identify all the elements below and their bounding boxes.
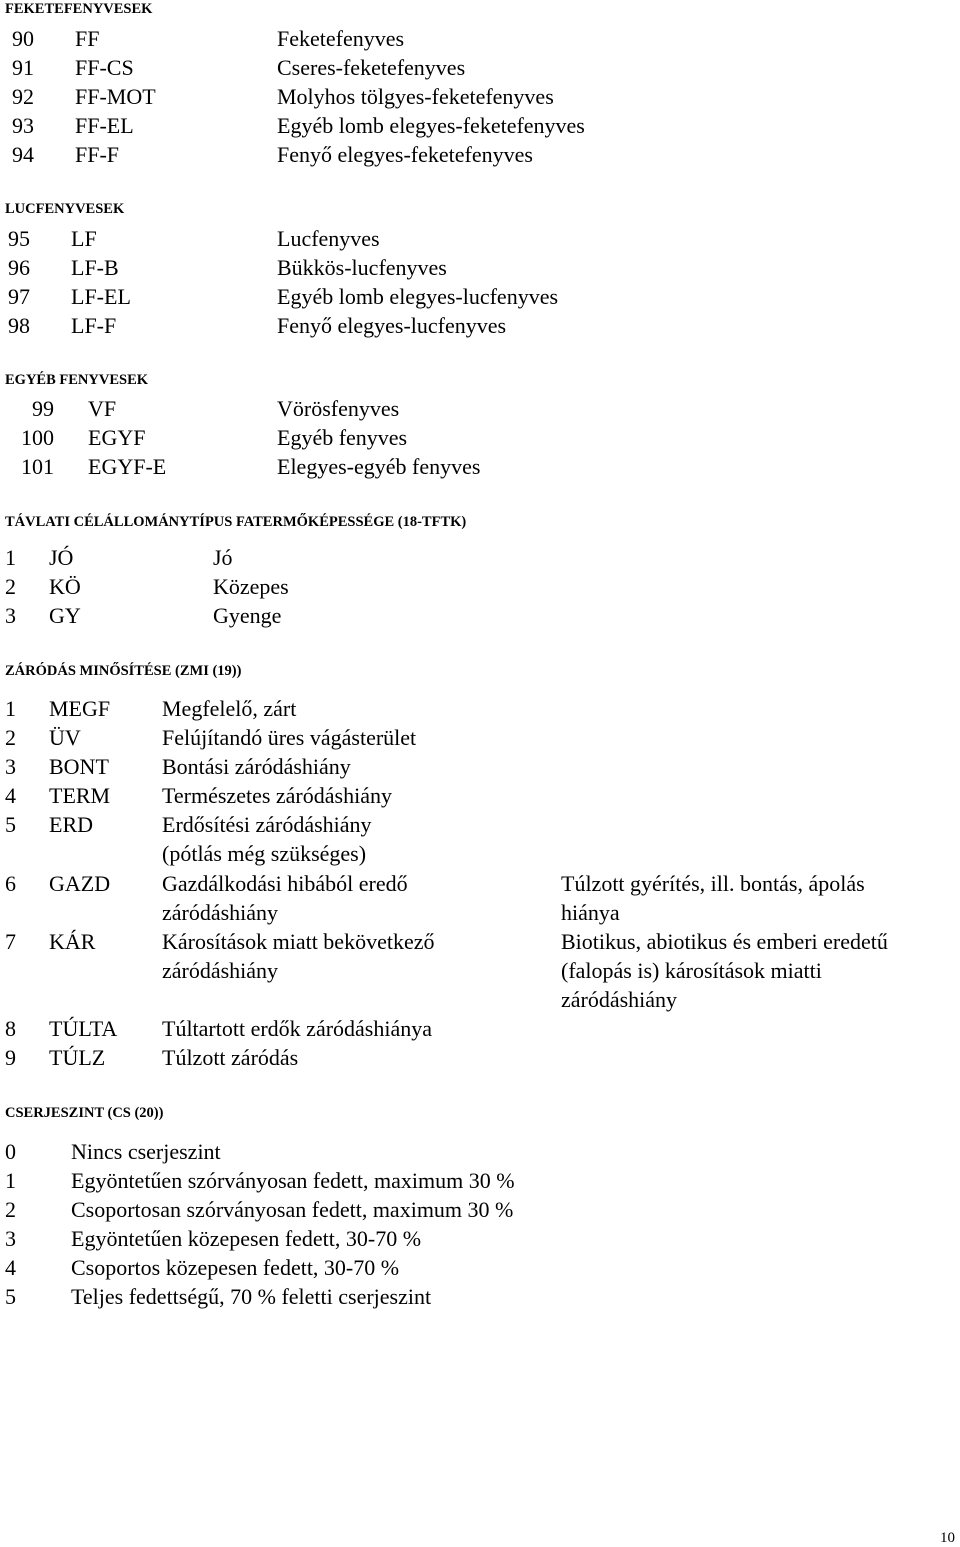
table-row	[0, 253, 960, 283]
table-row	[0, 1014, 960, 1044]
row-code: FF-MOT	[75, 84, 156, 109]
table-row	[0, 82, 960, 112]
row-code: TERM	[49, 783, 111, 808]
row-number: 3	[5, 754, 16, 779]
row-code: TÚLZ	[49, 1045, 106, 1070]
row-name	[162, 810, 372, 868]
table-row	[0, 24, 960, 54]
table-row	[0, 224, 960, 254]
table-row	[0, 927, 960, 1012]
table-row	[0, 869, 960, 925]
table-row	[0, 1224, 960, 1254]
row-number: 93	[12, 113, 34, 138]
row-code: KÖ	[49, 574, 81, 599]
row-name-line: Természetes záródáshiány	[162, 783, 392, 808]
table-row	[0, 601, 960, 631]
table-row	[0, 53, 960, 83]
row-code: JÓ	[49, 545, 74, 570]
row-number: 9	[5, 1045, 16, 1070]
section-heading-lucfenyvesek: LUCFENYVESEK	[5, 201, 125, 217]
row-number: 2	[5, 725, 16, 750]
row-code: FF-F	[75, 142, 120, 167]
row-name-line: Erdősítési záródáshiány	[162, 812, 372, 837]
table-row	[0, 694, 960, 724]
section-heading-egyeb-fenyvesek: EGYÉB FENYVESEK	[5, 372, 149, 388]
table-row	[0, 723, 960, 753]
table-row	[0, 1166, 960, 1196]
table-row	[0, 282, 960, 312]
section-heading-cserjeszint: CSERJESZINT (CS (20))	[5, 1105, 164, 1121]
table-row	[0, 140, 960, 170]
row-number: 90	[12, 26, 34, 51]
row-code: EGYF	[88, 425, 146, 450]
table-row	[0, 1253, 960, 1283]
row-name-line: záródáshiány	[162, 958, 279, 983]
row-code: FF	[75, 26, 100, 51]
row-name	[162, 1043, 298, 1072]
row-name-line: Károsítások miatt bekövetkező	[162, 929, 435, 954]
table-row	[0, 1043, 960, 1073]
table-row	[0, 572, 960, 602]
row-name-line: Gazdálkodási hibából eredő	[162, 871, 408, 896]
row-name: Egyöntetűen szórványosan fedett, maximum 30 %	[71, 1168, 515, 1193]
row-code: GY	[49, 603, 81, 628]
row-name: Egyéb fenyves	[277, 425, 408, 450]
row-number: 2	[5, 1197, 16, 1222]
row-code: MEGF	[49, 696, 111, 721]
page-number: 10	[940, 1530, 955, 1546]
table-row	[0, 452, 960, 482]
table-row	[0, 752, 960, 782]
row-note	[561, 869, 865, 927]
row-name: Molyhos tölgyes-feketefenyves	[277, 84, 554, 109]
row-name: Nincs cserjeszint	[71, 1139, 221, 1164]
row-number: 2	[5, 574, 16, 599]
row-number: 94	[12, 142, 34, 167]
row-name: Bükkös-lucfenyves	[277, 255, 447, 280]
row-name: Egyéb lomb elegyes-feketefenyves	[277, 113, 585, 138]
row-name: Fenyő elegyes-lucfenyves	[277, 313, 507, 338]
row-name: Fenyő elegyes-feketefenyves	[277, 142, 533, 167]
row-number: 98	[8, 313, 30, 338]
row-number: 7	[5, 929, 16, 954]
row-code: LF-F	[71, 313, 117, 338]
row-name	[162, 723, 416, 752]
row-name-line: Túlzott záródás	[162, 1045, 299, 1070]
row-name: Jó	[213, 545, 233, 570]
row-name: Vörösfenyves	[277, 396, 400, 421]
row-code: ERD	[49, 812, 93, 837]
row-number: 5	[5, 1284, 16, 1309]
table-row	[0, 543, 960, 573]
row-number: 8	[5, 1016, 16, 1041]
row-code: FF-EL	[75, 113, 134, 138]
row-number: 5	[5, 812, 16, 837]
row-note-line: hiánya	[561, 900, 620, 925]
row-code: BONT	[49, 754, 109, 779]
row-number: 96	[8, 255, 30, 280]
row-name-line: Bontási záródáshiány	[162, 754, 351, 779]
row-name: Egyéb lomb elegyes-lucfenyves	[277, 284, 559, 309]
row-name: Lucfenyves	[277, 226, 380, 251]
row-number: 99	[32, 396, 54, 421]
row-name-line: Megfelelő, zárt	[162, 696, 297, 721]
row-name-line: Túltartott erdők záródáshiánya	[162, 1016, 433, 1041]
row-code: FF-CS	[75, 55, 134, 80]
row-name-line: Felújítandó üres vágásterület	[162, 725, 417, 750]
row-code: VF	[88, 396, 117, 421]
row-name: Egyöntetűen közepesen fedett, 30-70 %	[71, 1226, 422, 1251]
row-number: 91	[12, 55, 34, 80]
row-number: 1	[5, 1168, 16, 1193]
row-number: 95	[8, 226, 30, 251]
table-row	[0, 1195, 960, 1225]
row-name	[162, 927, 434, 985]
row-name: Közepes	[213, 574, 289, 599]
row-code: EGYF-E	[88, 454, 167, 479]
row-number: 3	[5, 603, 16, 628]
row-note-line: Biotikus, abiotikus és emberi eredetű	[561, 929, 888, 954]
row-number: 0	[5, 1139, 16, 1164]
table-row	[0, 1282, 960, 1312]
row-code: LF	[71, 226, 97, 251]
row-code: LF-EL	[71, 284, 131, 309]
table-row	[0, 423, 960, 453]
row-name	[162, 869, 408, 927]
row-code: LF-B	[71, 255, 119, 280]
row-number: 3	[5, 1226, 16, 1251]
row-name: Feketefenyves	[277, 26, 405, 51]
row-number: 92	[12, 84, 34, 109]
row-code: KÁR	[49, 929, 96, 954]
row-name: Csoportos közepesen fedett, 30-70 %	[71, 1255, 400, 1280]
row-note-line: záródáshiány	[561, 987, 678, 1012]
row-name: Csoportosan szórványosan fedett, maximum 30 %	[71, 1197, 514, 1222]
row-number: 1	[5, 696, 16, 721]
row-code: GAZD	[49, 871, 111, 896]
row-number: 97	[8, 284, 30, 309]
row-name	[162, 694, 296, 723]
section-heading-feketefenyvesek: FEKETEFENYVESEK	[5, 1, 153, 17]
row-name: Elegyes-egyéb fenyves	[277, 454, 481, 479]
row-name-line: (pótlás még szükséges)	[162, 841, 367, 866]
table-row	[0, 810, 960, 866]
table-row	[0, 311, 960, 341]
row-note-line: Túlzott gyérítés, ill. bontás, ápolás	[561, 871, 865, 896]
section-heading-zarodas: ZÁRÓDÁS MINŐSÍTÉSE (ZMI (19))	[5, 663, 242, 679]
row-number: 4	[5, 783, 16, 808]
row-code: ÜV	[49, 725, 81, 750]
row-number: 100	[21, 425, 54, 450]
row-name	[162, 1014, 432, 1043]
table-row	[0, 111, 960, 141]
row-note	[561, 927, 888, 1014]
table-row	[0, 1137, 960, 1167]
row-name: Cseres-feketefenyves	[277, 55, 466, 80]
row-number: 1	[5, 545, 16, 570]
table-row	[0, 781, 960, 811]
row-name	[162, 781, 392, 810]
section-heading-tavlati: TÁVLATI CÉLÁLLOMÁNYTÍPUS FATERMŐKÉPESSÉGE (18-TFTK)	[5, 514, 467, 530]
table-row	[0, 394, 960, 424]
row-note-line: (falopás is) károsítások miatti	[561, 958, 822, 983]
row-name-line: záródáshiány	[162, 900, 279, 925]
row-name: Gyenge	[213, 603, 282, 628]
row-number: 101	[21, 454, 54, 479]
row-number: 4	[5, 1255, 16, 1280]
row-name: Teljes fedettségű, 70 % feletti cserjeszint	[71, 1284, 432, 1309]
row-name	[162, 752, 351, 781]
row-number: 6	[5, 871, 16, 896]
row-code: TÚLTA	[49, 1016, 118, 1041]
